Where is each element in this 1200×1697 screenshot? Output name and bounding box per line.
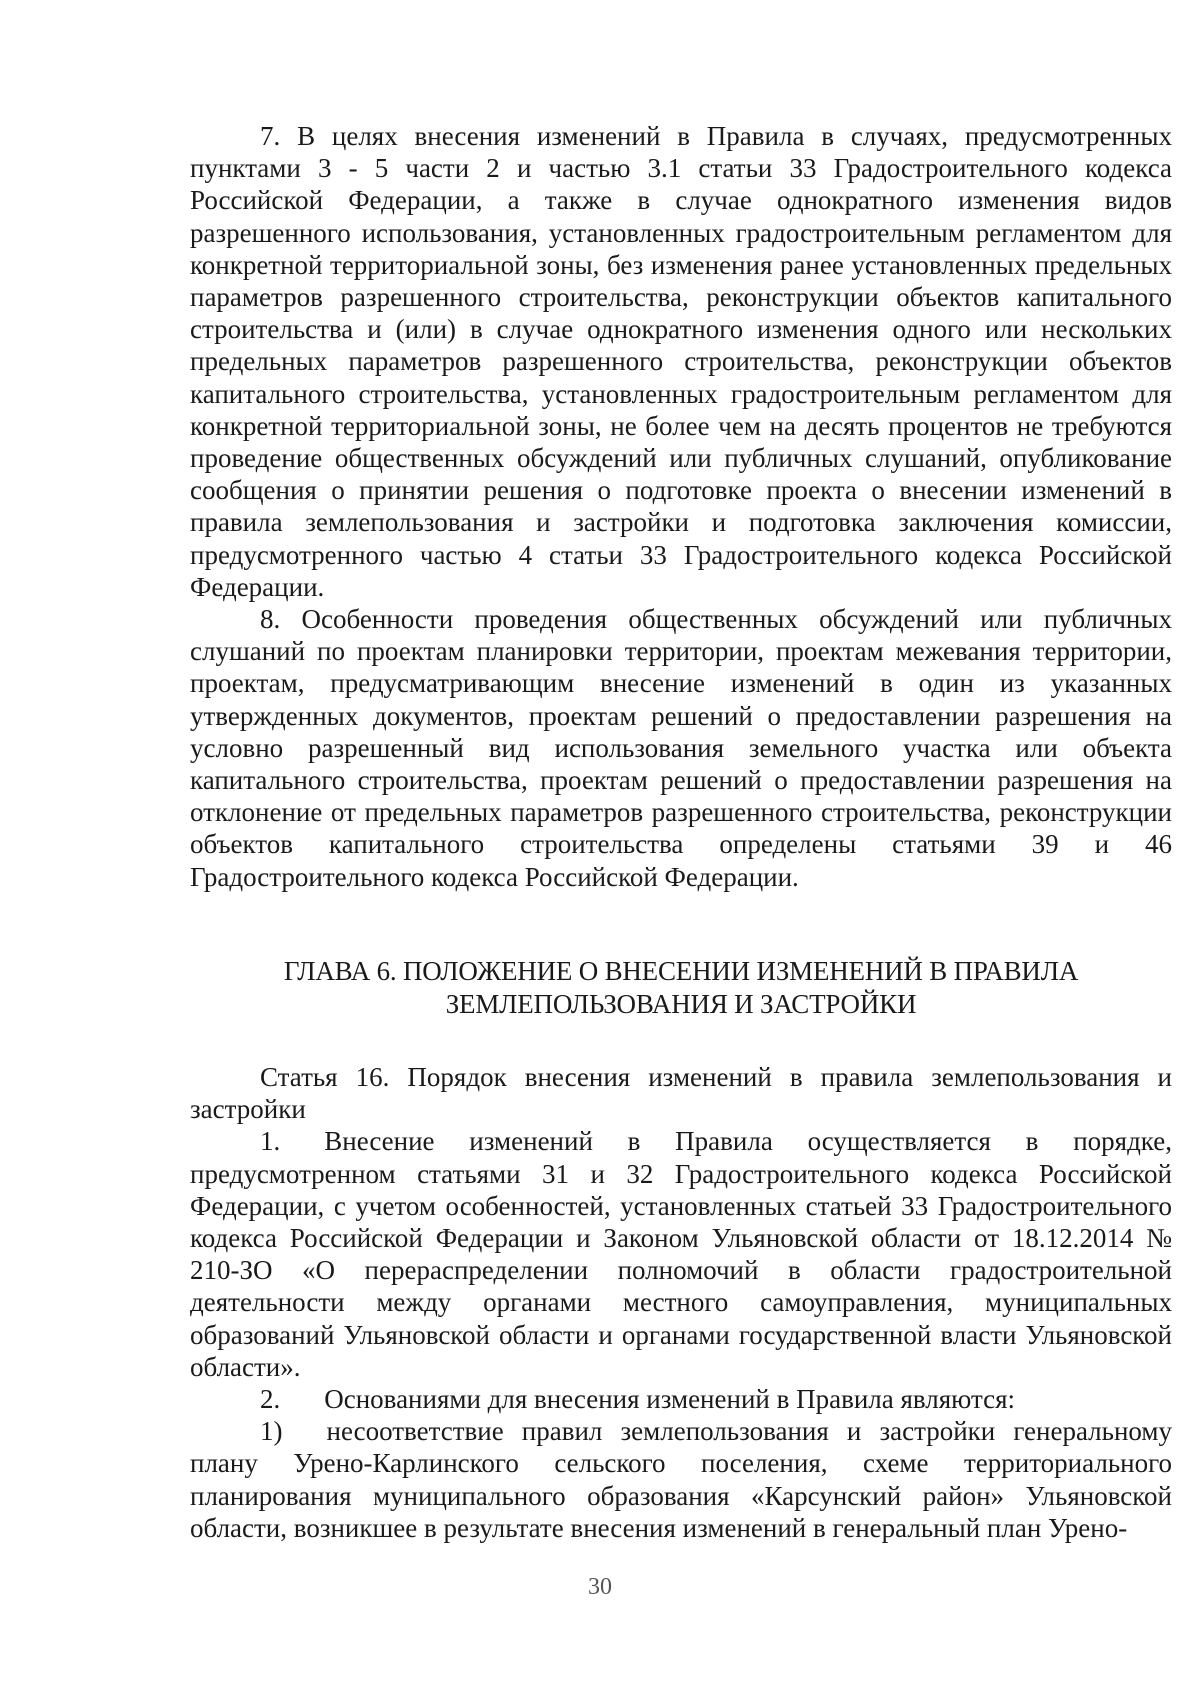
article-title: Статья 16. Порядок внесения изменений в правила землепользования и застройки — [190, 1062, 1172, 1125]
chapter-heading-line-1: ГЛАВА 6. ПОЛОЖЕНИЕ О ВНЕСЕНИИ ИЗМЕНЕНИЙ В ПРАВИЛА — [283, 956, 1079, 986]
article-subitem-1 — [190, 1415, 1172, 1544]
body-text-top — [190, 120, 1172, 893]
article-item-1-number: 1. — [260, 1126, 281, 1157]
article-subitem-1-text: несоответствие правил землепользования и застройки генеральному плану Урено-Карлинского сельского поселения, схеме территориального планирования муниципального образования «Карсунский район» Ульяновской области, возникшее в результате внесения изменений в генеральный план Урено- — [190, 1416, 1172, 1543]
article-subitem-1-number: 1) — [260, 1416, 283, 1447]
paragraph-8: 8. Особенности проведения общественных обсуждений или публичных слушаний по проектам планировки территории, проектам межевания территории, проектам, предусматривающим внесение изменений в один из указанных утвержденных документов, проектам решений о предоставлении разрешения на условно разрешенный вид использования земельного участка или объекта капитального строительства, проектам решений о предоставлении разрешения на отклонение от предельных параметров разрешенного строительства, реконструкции объектов капитального строительства определены статьями 39 и 46 Градостроительного кодекса Российской Федерации. — [190, 604, 1172, 892]
paragraph-7: 7. В целях внесения изменений в Правила в случаях, предусмотренных пунктами 3 - 5 части 2 и частью 3.1 статьи 33 Градостроительного кодекса Российской Федерации, а также в случае однократного изменения видов разрешенного использования, установленных градостроительным регламентом для конкретной территориальной зоны, без изменения ранее установленных предельных параметров разрешенного строительства, реконструкции объектов капитального строительства и (или) в случае однократного изменения одного или нескольких предельных параметров разрешенного строительства, реконструкции объектов капитального строительства, установленных градостроительным регламентом для конкретной территориальной зоны, не более чем на десять процентов не требуются проведение общественных обсуждений или публичных слушаний, опубликование сообщения о принятии решения о подготовке проекта о внесении изменений в правила землепользования и застройки и подготовка заключения комиссии, предусмотренного частью 4 статьи 33 Градостроительного кодекса Российской Федерации. — [190, 121, 1172, 602]
article-item-1-text: Внесение изменений в Правила осуществляется в порядке, предусмотренном статьями 31 и 32 Градостроительного кодекса Российской Федерации, с учетом особенностей, установленных статьей 33 Градостроительного кодекса Российской Федерации и Законом Ульяновской области от 18.12.2014 № 210-ЗО «О перераспределении полномочий в области градостроительной деятельности между органами местного самоуправления, муниципальных образований Ульяновской области и органами государственной власти Ульяновской области». — [190, 1126, 1172, 1382]
chapter-heading-line-2: ЗЕМЛЕПОЛЬЗОВАНИЯ И ЗАСТРОЙКИ — [445, 989, 917, 1019]
chapter-heading — [190, 955, 1172, 1021]
article-item-2-text: Основаниями для внесения изменений в Правила являются: — [324, 1384, 1016, 1415]
article-item-2 — [190, 1383, 1172, 1415]
article-item-1 — [190, 1125, 1172, 1383]
article-16 — [190, 1061, 1172, 1544]
page-number: 30 — [588, 1574, 612, 1600]
article-item-2-number: 2. — [260, 1384, 281, 1415]
